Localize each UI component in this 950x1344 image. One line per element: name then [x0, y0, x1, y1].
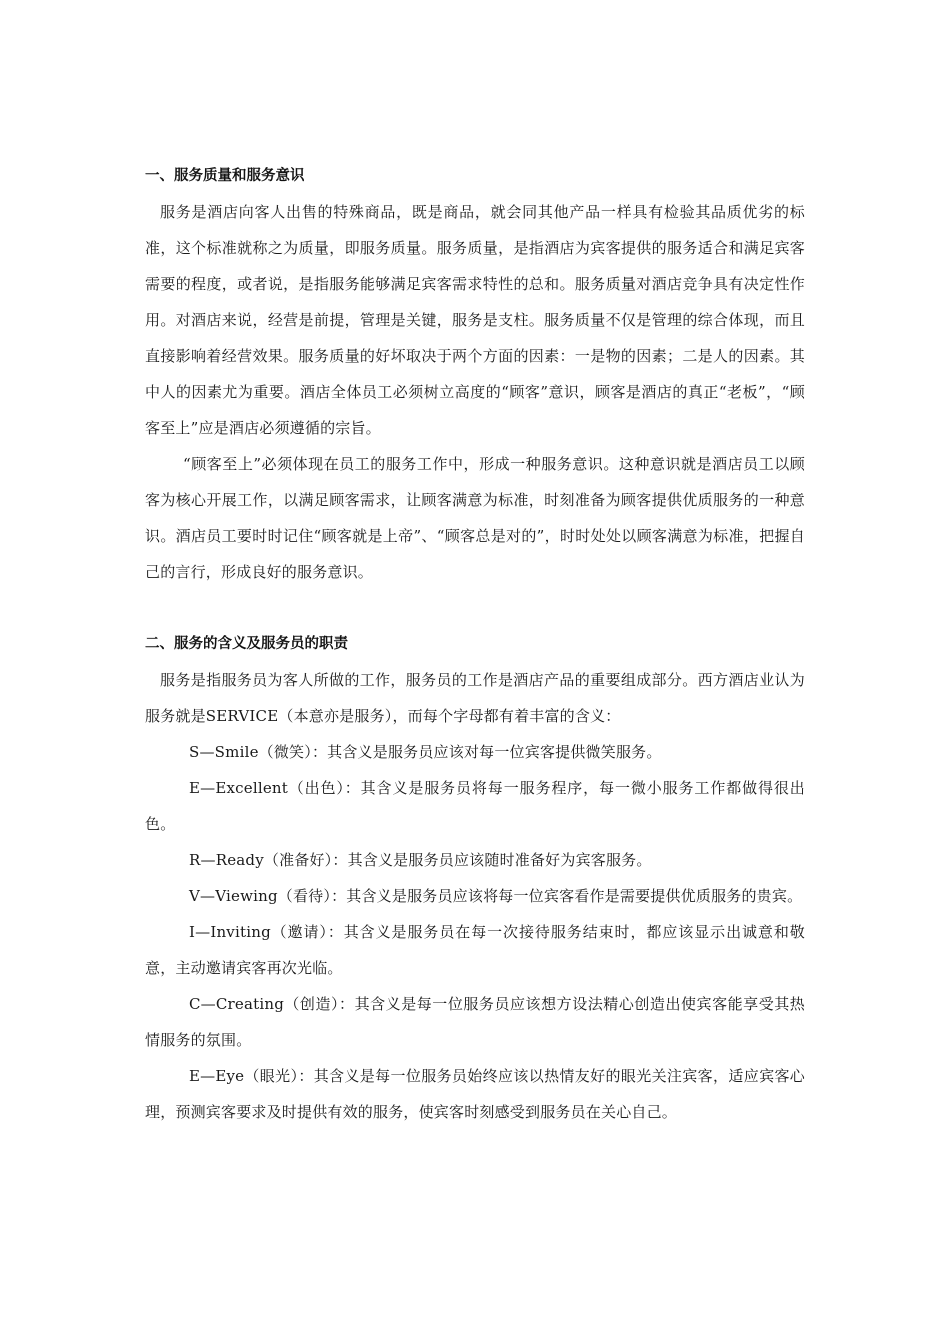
document-page	[145, 158, 805, 1130]
paragraph-service-intro: 服务是指服务员为客人所做的工作，服务员的工作是酒店产品的重要组成部分。西方酒店业认为服务就是SERVICE（本意亦是服务），而每个字母都有着丰富的含义：	[145, 671, 805, 725]
section-title-service-meaning: 二、服务的含义及服务员的职责	[145, 636, 348, 652]
paragraph-service-quality: 服务是酒店向客人出售的特殊商品，既是商品，就会同其他产品一样具有检验其品质优劣的标准，这个标准就称之为质量，即服务质量。服务质量，是指酒店为宾客提供的服务适合和满足宾客需要的程度，或者说，是指服务能够满足宾客需求特性的总和。服务质量对酒店竞争具有决定性作用。对酒店来说，经营是前提，管理是关键，服务是支柱。服务质量不仅是管理的综合体现，而且直接影响着经营效果。服务质量的好坏取决于两个方面的因素：一是物的因素；二是人的因素。其中人的因素尤为重要。酒店全体员工必须树立高度的“顾客”意识，顾客是酒店的真正“老板”，“顾客至上”应是酒店必须遵循的宗旨。	[145, 203, 805, 437]
paragraph-customer-first: “顾客至上”必须体现在员工的服务工作中，形成一种服务意识。这种意识就是酒店员工以顾客为核心开展工作，以满足顾客需求，让顾客满意为标准，时刻准备为顾客提供优质服务的一种意识。酒店员工要时时记住“顾客就是上帝”、“顾客总是对的”，时时处处以顾客满意为标准，把握自己的言行，形成良好的服务意识。	[145, 455, 805, 581]
section-title-service-quality: 一、服务质量和服务意识	[145, 168, 305, 184]
list-item-creating: C—Creating（创造）：其含义是每一位服务员应该想方设法精心创造出使宾客能享受其热情服务的氛围。	[145, 995, 805, 1049]
list-item-viewing: V—Viewing（看待）：其含义是服务员应该将每一位宾客看作是需要提供优质服务的贵宾。	[189, 887, 803, 905]
list-item-ready: R—Ready（准备好）：其含义是服务员应该随时准备好为宾客服务。	[189, 851, 652, 869]
list-item-eye: E—Eye（眼光）：其含义是每一位服务员始终应该以热情友好的眼光关注宾客，适应宾客心理，预测宾客要求及时提供有效的服务，使宾客时刻感受到服务员在关心自己。	[145, 1067, 805, 1121]
list-item-smile: S—Smile（微笑）：其含义是服务员应该对每一位宾客提供微笑服务。	[189, 743, 662, 761]
list-item-excellent: E—Excellent（出色）：其含义是服务员将每一服务程序，每一微小服务工作都做得很出色。	[145, 779, 805, 833]
list-item-inviting: I—Inviting（邀请）：其含义是服务员在每一次接待服务结束时，都应该显示出诚意和敬意，主动邀请宾客再次光临。	[145, 923, 805, 977]
